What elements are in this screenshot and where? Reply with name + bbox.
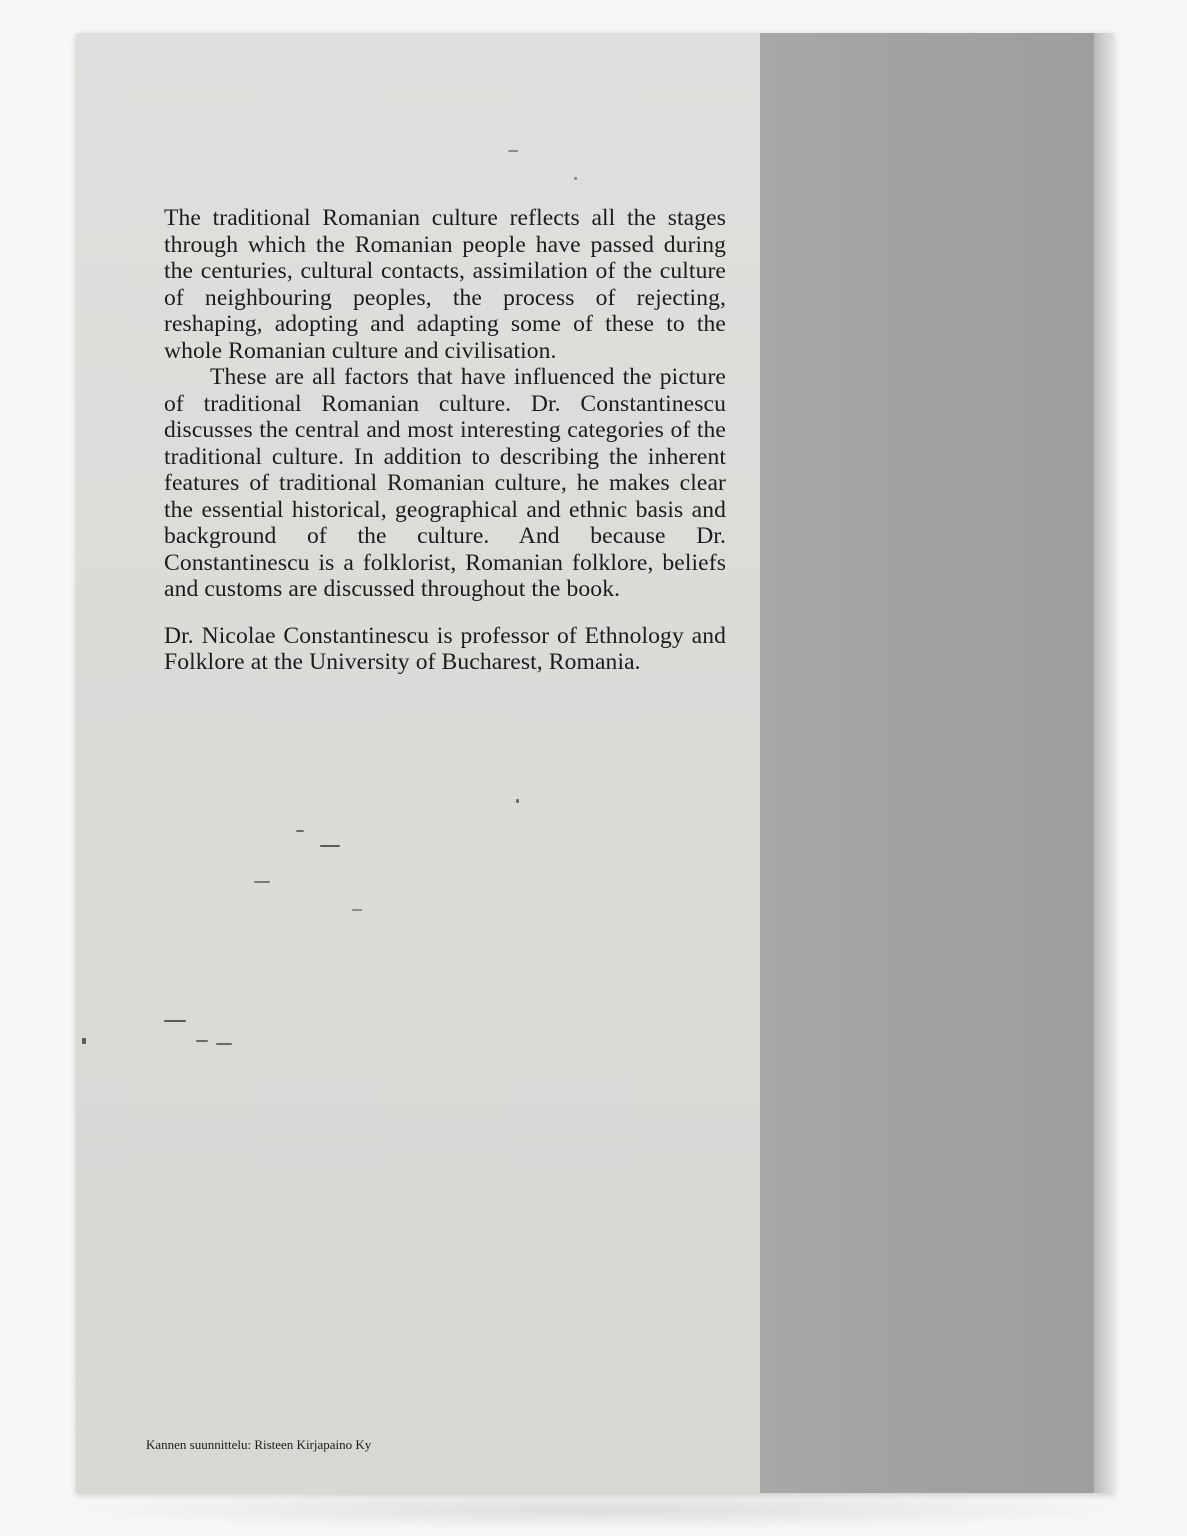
blurb-paragraph-1: The traditional Romanian culture reflects all the stages through which the Romanian people have passed during the centuries, cultural contacts, assimilation of the culture of neighbouring peoples, the process of rejecting, reshaping, adopting and adapting some of these to the whole Romanian culture and civilisation. [164, 205, 726, 364]
speck-mark [320, 845, 340, 847]
speck-mark [516, 799, 519, 803]
speck-mark [82, 1038, 86, 1044]
speck-mark [296, 830, 304, 832]
cover-design-credit: Kannen suunnittelu: Risteen Kirjapaino Ky [146, 1437, 372, 1452]
speck-mark [254, 881, 270, 883]
blurb-text [164, 205, 726, 676]
cover-gray-band [760, 33, 1094, 1493]
speck-mark [196, 1040, 208, 1042]
blurb-paragraph-2: These are all factors that have influenced the picture of traditional Romanian culture. Dr. Constantinescu discusses the central and most interesting categories of the traditional culture. In addition to describing the inherent features of traditional Romanian culture, he makes clear the essential historical, geographical and ethnic basis and background of the culture. And because Dr. Constantinescu is a folklorist, Romanian folklore, beliefs and customs are discussed throughout the book. [164, 364, 726, 602]
author-note: Dr. Nicolae Constantinescu is professor of Ethnology and Folklore at the University of Bucharest, Romania. [164, 622, 726, 675]
speck-mark [216, 1043, 232, 1045]
cover-page-edge [1094, 33, 1114, 1493]
speck-mark [508, 150, 518, 152]
book-back-cover [76, 33, 1114, 1493]
speck-mark [164, 1020, 186, 1022]
speck-mark [574, 177, 577, 180]
table-shadow [60, 1490, 1140, 1530]
speck-mark [352, 909, 362, 911]
